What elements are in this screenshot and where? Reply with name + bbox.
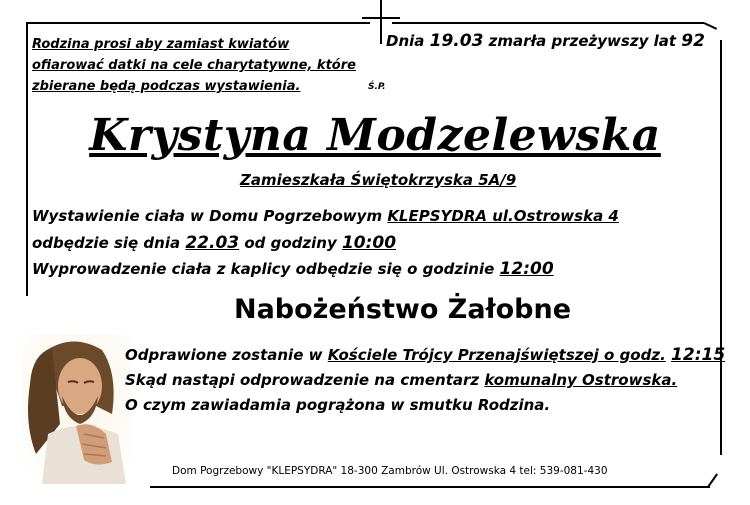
death-middle: zmarła przeżywszy lat (488, 32, 677, 50)
deceased-name: Krystyna Modzelewska (89, 110, 661, 161)
frame-right (720, 40, 722, 455)
footer-contact: Dom Pogrzebowy "KLEPSYDRA" 18-300 Zambrów Ul. Ostrowska 4 tel: 539-081-430 (172, 465, 608, 477)
church-name: Kościele Trójcy Przenajświętszej o godz. (327, 346, 666, 364)
sp-label: Ś.P. (368, 82, 386, 92)
cross-icon-horizontal (362, 17, 400, 19)
service-time: 12:15 (671, 345, 726, 365)
service-line-1 (125, 345, 725, 365)
viewing-line-3-text: Wyprowadzenie ciała z kaplicy odbędzie się o godzinie (32, 260, 495, 278)
viewing-line-1 (32, 207, 619, 225)
viewing-line-2-text: odbędzie się dnia (32, 234, 181, 252)
death-date-line (386, 31, 705, 51)
frame-top-right (392, 22, 704, 24)
frame-top-corner (704, 22, 718, 30)
viewing-line-3 (32, 259, 554, 279)
service-line-2-text: Skąd nastąpi odprowadzenie na cmentarz (125, 371, 480, 389)
viewing-line-1-text: Wystawienie ciała w Domu Pogrzebowym (32, 207, 383, 225)
donation-note-line-2: ofiarować datki na cele charytatywne, które (32, 58, 356, 73)
death-prefix: Dnia (386, 32, 425, 50)
donation-note-line-1: Rodzina prosi aby zamiast kwiatów (32, 37, 290, 52)
service-line-3: O czym zawiadamia pogrążona w smutku Rodzina. (125, 396, 551, 414)
frame-bottom (150, 486, 710, 488)
donation-note (32, 34, 356, 97)
praying-jesus-portrait-icon (22, 334, 132, 484)
viewing-line-2-middle: od godziny (244, 234, 337, 252)
service-line-1-text: Odprawione zostanie w (125, 346, 323, 364)
frame-bottom-corner (707, 473, 718, 487)
cross-icon-vertical (380, 0, 382, 44)
viewing-place: KLEPSYDRA ul.Ostrowska 4 (387, 207, 619, 225)
service-line-2 (125, 371, 677, 389)
procession-time: 12:00 (499, 259, 554, 279)
death-age: 92 (681, 31, 705, 51)
viewing-date: 22.03 (185, 233, 240, 253)
service-title: Nabożeństwo Żałobne (233, 294, 572, 325)
death-date: 19.03 (429, 31, 484, 51)
residence: Zamieszkała Świętokrzyska 5A/9 (240, 171, 517, 189)
viewing-time: 10:00 (341, 233, 397, 253)
frame-top-left (28, 22, 370, 24)
cemetery-name: komunalny Ostrowska. (484, 371, 678, 389)
viewing-line-2 (32, 233, 396, 253)
donation-note-line-3: zbierane będą podczas wystawienia. (32, 79, 301, 94)
